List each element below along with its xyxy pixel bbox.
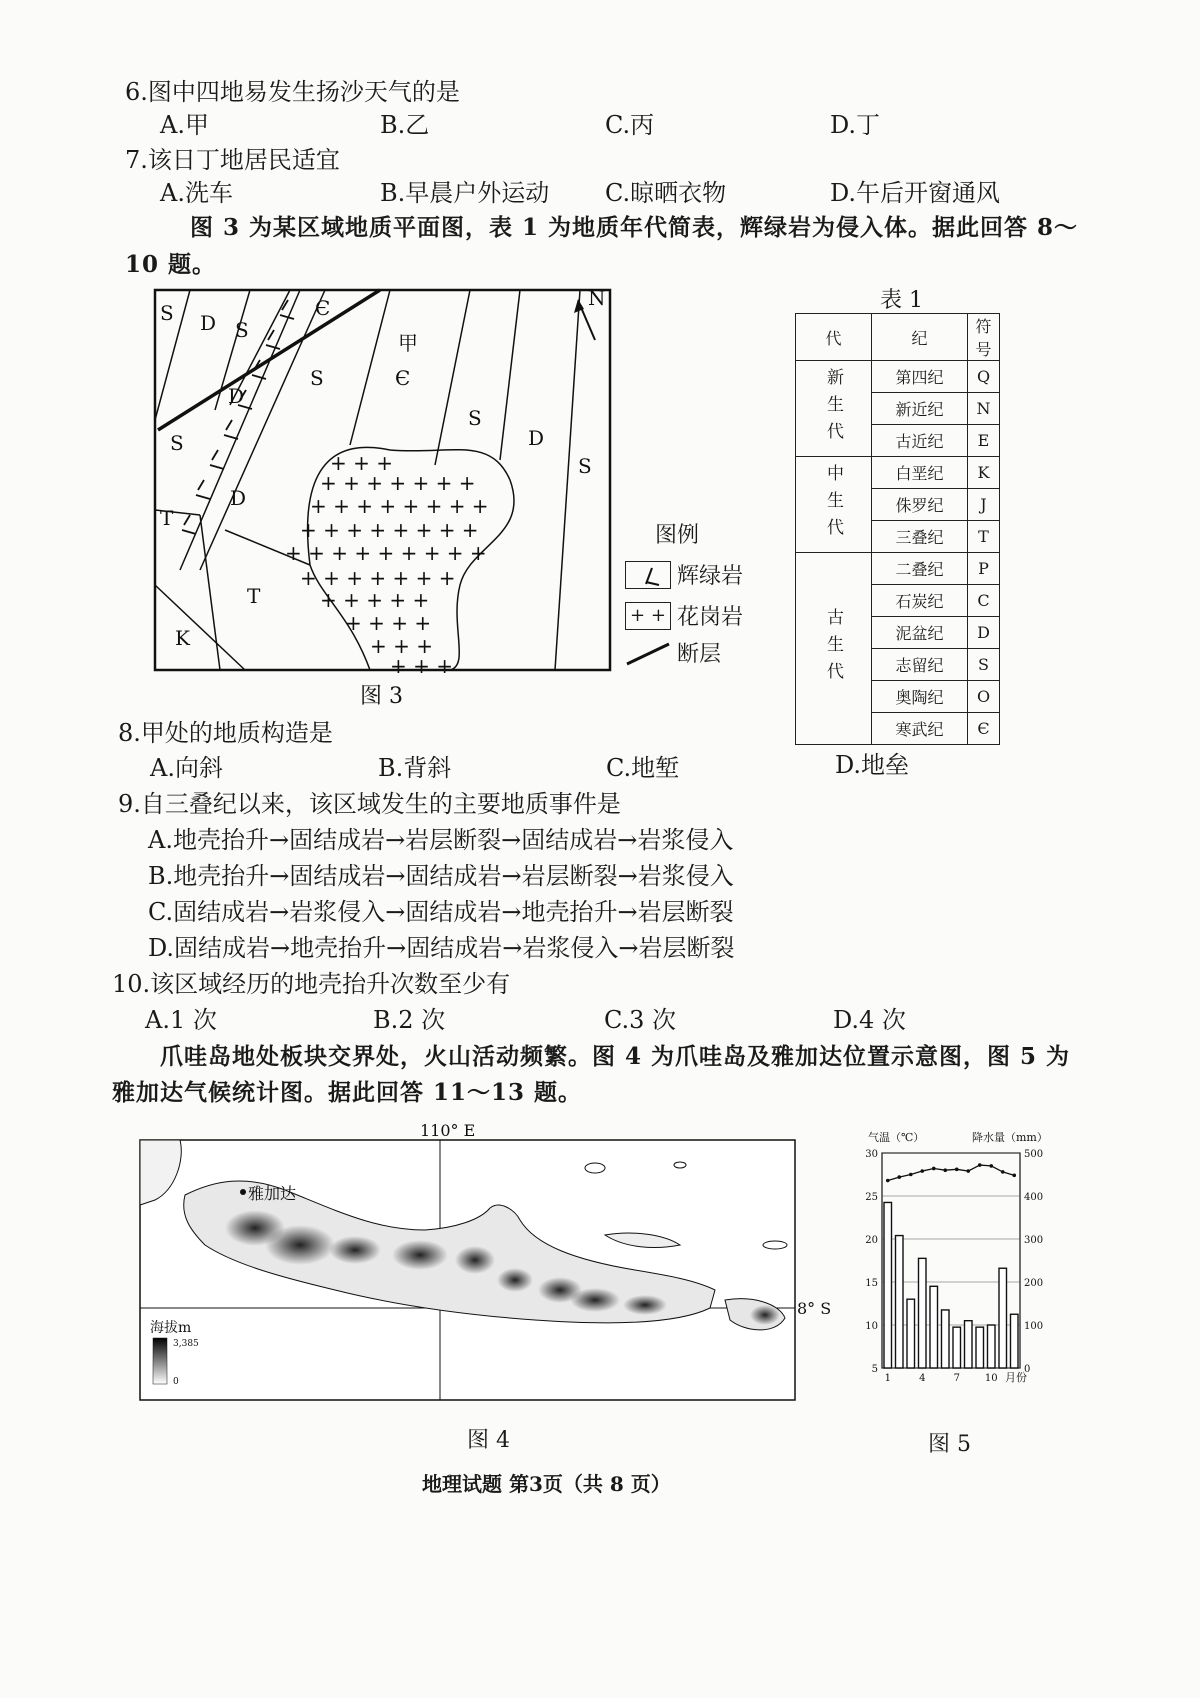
q9-option-c: C.固结成岩→岩浆侵入→固结成岩→地壳抬升→岩层断裂 (148, 898, 734, 926)
table1-symbol: Q (968, 361, 1000, 393)
q10-option-d: D.4 次 (833, 1006, 906, 1034)
fig4-java-map (135, 1120, 832, 1410)
elevation-min-label: 0 (173, 1377, 179, 1387)
table1-period: 侏罗纪 (872, 489, 968, 521)
fig3-legend (625, 518, 785, 668)
table1-era: 古生代 (796, 553, 872, 745)
right-tick-label: 300 (1024, 1235, 1044, 1246)
fig3-label: D (528, 426, 545, 450)
left-tick-label: 30 (865, 1149, 878, 1160)
fig4-caption: 图 4 (467, 1428, 510, 1453)
fig3-label: S (235, 318, 249, 342)
month-tick-label: 4 (919, 1373, 926, 1384)
left-tick-label: 5 (871, 1364, 878, 1375)
jakarta-dot (240, 1189, 246, 1195)
right-tick-label: 400 (1024, 1192, 1044, 1203)
month-tick-label: 10 (984, 1373, 998, 1384)
q8-stem: 8.甲处的地质构造是 (118, 719, 333, 747)
table1-period: 二叠纪 (872, 553, 968, 585)
granite-icon: + + (625, 602, 671, 630)
svg-text:+ + + +: + + + + (345, 611, 432, 635)
svg-text:+ + +: + + + (330, 451, 393, 475)
fig5-climate-chart (860, 1128, 1060, 1393)
legend-label: 花岗岩 (677, 605, 744, 630)
table1-period: 新近纪 (872, 393, 968, 425)
q8-option-b: B.背斜 (378, 754, 452, 782)
svg-text:+ + + + + + + +: + + + + + + + + (310, 494, 489, 518)
table1-symbol: J (968, 489, 1000, 521)
precipitation-bar (976, 1327, 984, 1368)
right-tick-label: 200 (1024, 1278, 1044, 1289)
q10-option-c: C.3 次 (604, 1006, 677, 1034)
legend-item-fault (625, 637, 785, 668)
precipitation-bar (953, 1327, 961, 1368)
table1-symbol: T (968, 521, 1000, 553)
q8-option-c: C.地堑 (606, 754, 680, 782)
left-tick-label: 10 (865, 1321, 878, 1332)
right-axis-title: 降水量（mm） (972, 1131, 1048, 1144)
table1-period: 第四纪 (872, 361, 968, 393)
fault-icon (625, 640, 671, 666)
table1-symbol: C (968, 585, 1000, 617)
table1-header: 符号 (968, 314, 1000, 361)
table1-symbol: Є (968, 713, 1000, 745)
fig3-label: 甲 (398, 331, 418, 355)
svg-text:+ + + + + + +: + + + + + + + (320, 471, 476, 495)
q9-option-a: A.地壳抬升→固结成岩→岩层断裂→固结成岩→岩浆侵入 (148, 826, 734, 854)
month-tick-label: 7 (953, 1373, 960, 1384)
fig3-label: Є (395, 366, 411, 390)
svg-text:+ + + + +: + + + + + (320, 588, 430, 612)
precipitation-bar (884, 1202, 892, 1368)
q9-stem: 9.自三叠纪以来，该区域发生的主要地质事件是 (118, 790, 621, 818)
q10-stem: 10.该区域经历的地壳抬升次数至少有 (112, 970, 511, 998)
table1-period: 三叠纪 (872, 521, 968, 553)
q9-option-b: B.地壳抬升→固结成岩→固结成岩→岩层断裂→岩浆侵入 (148, 862, 734, 890)
fig3-label: D (230, 486, 247, 510)
q10-option-b: B.2 次 (373, 1006, 446, 1034)
month-tick-label: 1 (884, 1373, 891, 1384)
precipitation-bar (896, 1236, 904, 1368)
table1-symbol: E (968, 425, 1000, 457)
table1-symbol: D (968, 617, 1000, 649)
table1-symbol: P (968, 553, 1000, 585)
table1-header: 纪 (872, 314, 968, 361)
q6-option-a: A.甲 (160, 111, 209, 139)
table1-era: 中生代 (796, 457, 872, 553)
north-label: N (588, 286, 606, 310)
q9-option-d: D.固结成岩→地壳抬升→固结成岩→岩浆侵入→岩层断裂 (148, 934, 735, 962)
month-axis-label: 月份 (1005, 1371, 1027, 1384)
left-tick-label: 25 (865, 1192, 878, 1203)
table1-period: 志留纪 (872, 649, 968, 681)
intro-11-13-line2: 雅加达气候统计图。据此回答 11～13 题。 (112, 1079, 583, 1106)
legend-label: 辉绿岩 (677, 564, 744, 589)
elevation-scale-bar (153, 1338, 167, 1384)
jakarta-label: 雅加达 (248, 1184, 297, 1203)
svg-text:+ + +: + + + (390, 654, 453, 678)
q6-option-b: B.乙 (380, 111, 430, 139)
fig3-caption: 图 3 (360, 684, 403, 709)
table1-symbol: N (968, 393, 1000, 425)
q7-option-d: D.午后开窗通风 (830, 179, 1001, 207)
table1-symbol: O (968, 681, 1000, 713)
svg-text:+ + + + + + + +: + + + + + + + + (300, 518, 479, 542)
table1-era: 新生代 (796, 361, 872, 457)
right-tick-label: 0 (1024, 1364, 1031, 1375)
precipitation-bar (907, 1299, 915, 1368)
left-tick-label: 20 (865, 1235, 878, 1246)
intro-8-10-line1: 图 3 为某区域地质平面图，表 1 为地质年代简表，辉绿岩为侵入体。据此回答 8～ (190, 214, 1079, 241)
fig3-label: T (247, 584, 261, 608)
fig3-label: S (468, 406, 482, 430)
table1-header: 代 (796, 314, 872, 361)
q6-stem: 6.图中四地易发生扬沙天气的是 (125, 78, 460, 106)
precipitation-bar (1011, 1314, 1019, 1368)
fig5-caption: 图 5 (928, 1432, 971, 1457)
fig3-label: K (175, 626, 190, 650)
intro-8-10-line2: 10 题。 (125, 251, 217, 278)
right-tick-label: 500 (1024, 1149, 1044, 1160)
fig3-label: S (160, 301, 174, 325)
intro-11-13-line1: 爪哇岛地处板块交界处，火山活动频繁。图 4 为爪哇岛及雅加达位置示意图，图 5 为 (160, 1043, 1071, 1070)
precipitation-bar (930, 1286, 938, 1368)
fig3-label: Є (315, 296, 331, 320)
temperature-line (888, 1165, 1015, 1180)
table1-symbol: K (968, 457, 1000, 489)
fig3-label: S (310, 366, 324, 390)
granite-symbols (285, 451, 489, 678)
svg-text:+ + +: + + + (370, 634, 433, 658)
diabase-icon (625, 561, 671, 589)
precipitation-bar (919, 1258, 927, 1368)
q7-option-a: A.洗车 (160, 179, 233, 207)
table1-period: 石炭纪 (872, 585, 968, 617)
legend-label: 断层 (677, 642, 722, 667)
fig3-label: S (170, 431, 184, 455)
elevation-legend-title: 海拔m (150, 1320, 192, 1336)
left-tick-label: 15 (865, 1278, 878, 1289)
table1-period: 泥盆纪 (872, 617, 968, 649)
q8-option-d: D.地垒 (835, 751, 910, 779)
longitude-label: 110° E (420, 1121, 476, 1140)
legend-item-diabase (625, 559, 785, 590)
page-footer: 地理试题 第3页（共 8 页） (422, 1472, 671, 1496)
fig3-label: D (200, 311, 217, 335)
svg-text:+ + + + + + + + +: + + + + + + + + + (285, 541, 487, 565)
precipitation-bar (999, 1268, 1007, 1368)
right-tick-label: 100 (1024, 1321, 1044, 1332)
table1-symbol: S (968, 649, 1000, 681)
fig3-label: T (160, 506, 174, 530)
q6-option-d: D.丁 (830, 111, 881, 139)
q7-option-b: B.早晨户外运动 (380, 179, 550, 207)
table1-period: 寒武纪 (872, 713, 968, 745)
q6-option-c: C.丙 (605, 111, 655, 139)
latitude-label: 8° S (797, 1299, 832, 1318)
q7-option-c: C.晾晒衣物 (605, 179, 727, 207)
precipitation-bar (988, 1325, 996, 1368)
precipitation-bar (942, 1310, 950, 1368)
legend-item-granite (625, 600, 785, 631)
left-axis-title: 气温（℃） (868, 1131, 925, 1144)
q10-option-a: A.1 次 (145, 1006, 217, 1034)
table1-title: 表 1 (880, 288, 923, 313)
precipitation-bar (965, 1321, 973, 1368)
table1 (795, 313, 1000, 745)
fig3-label: D (228, 384, 245, 408)
svg-text:+ + + + + + +: + + + + + + + (300, 566, 456, 590)
table1-period: 古近纪 (872, 425, 968, 457)
table1-period: 白垩纪 (872, 457, 968, 489)
q8-option-a: A.向斜 (150, 754, 223, 782)
legend-title: 图例 (655, 523, 700, 548)
fig3-label: S (578, 454, 592, 478)
q7-stem: 7.该日丁地居民适宜 (125, 146, 340, 174)
elevation-max-label: 3,385 (173, 1339, 199, 1349)
fig3-geologic-map (150, 285, 620, 725)
table1-period: 奥陶纪 (872, 681, 968, 713)
